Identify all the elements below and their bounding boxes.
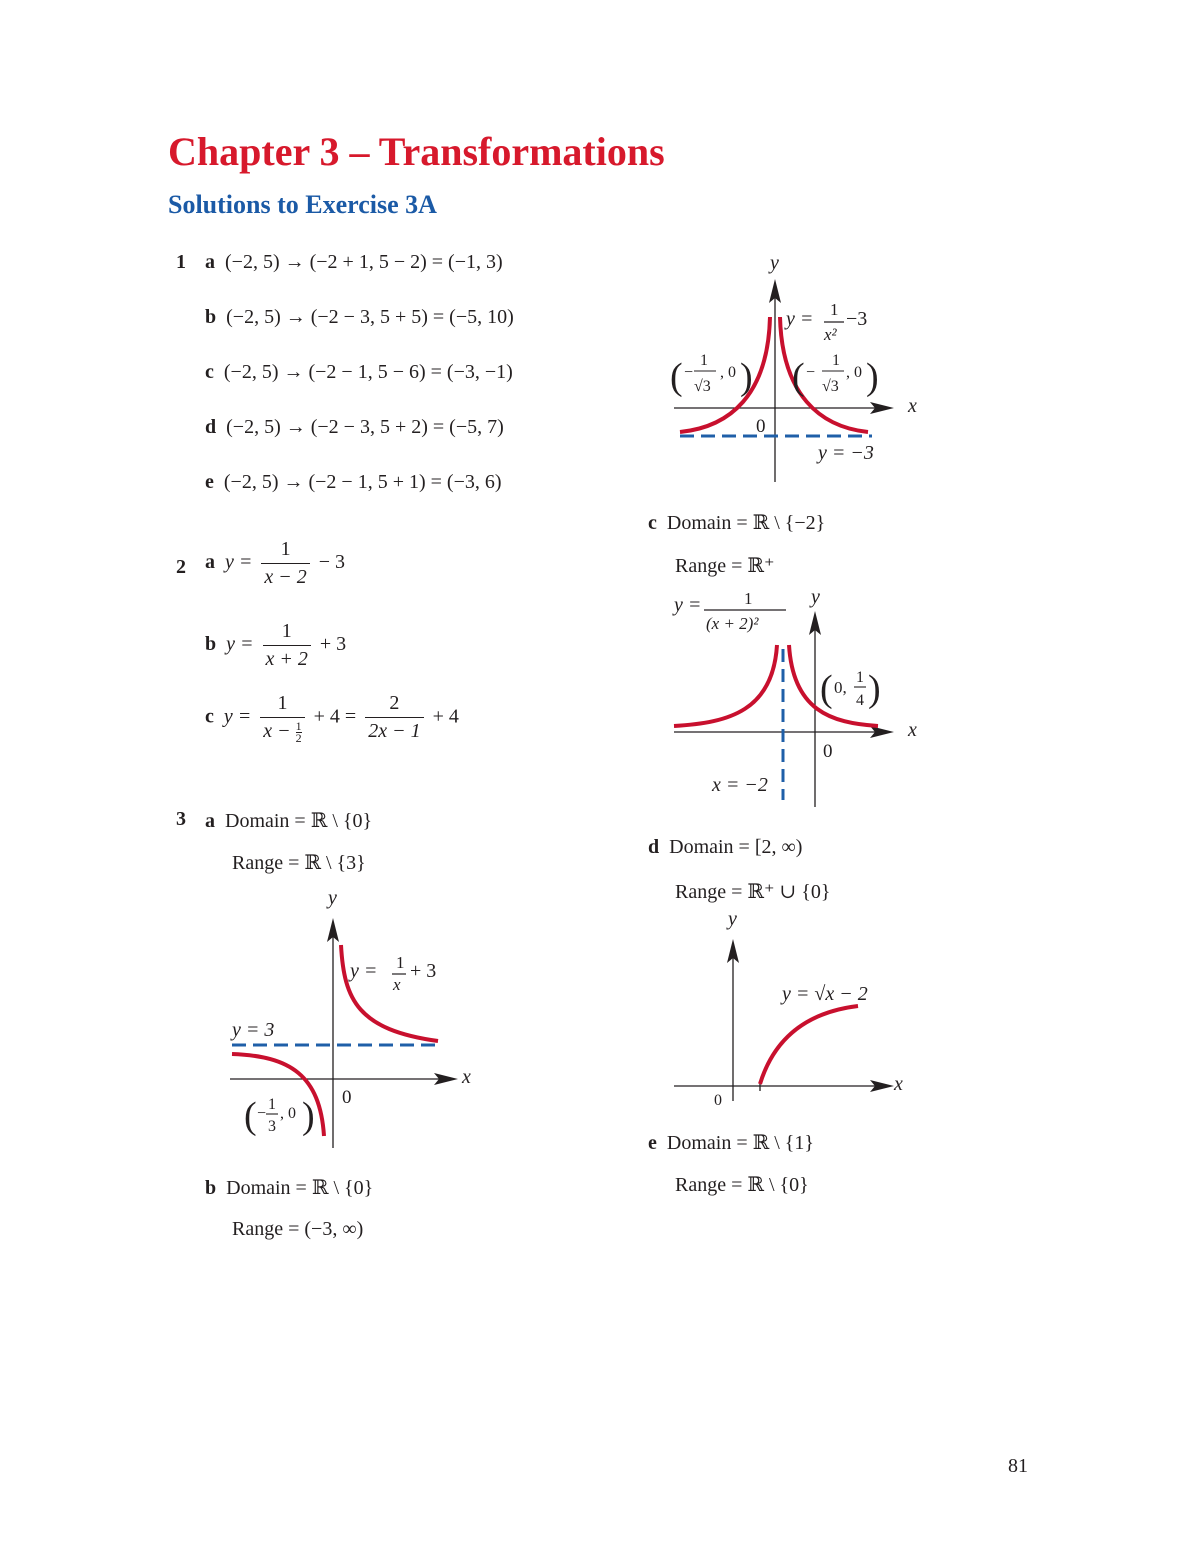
equation-num: 1 (744, 589, 753, 608)
q3c-domain: c Domain = ℝ \ {−2} (648, 512, 826, 534)
q1-part-e: e (−2, 5) → (−2 − 1, 5 + 1) = (−3, 6) (205, 471, 502, 493)
svg-text:): ) (868, 668, 881, 710)
x-axis-label: x (908, 719, 917, 741)
svg-text:(: ( (792, 356, 805, 398)
equation-rest: −3 (846, 308, 868, 330)
q2b-fraction: $\frac{1}{x + 2}$ (263, 620, 311, 671)
origin-label: 0 (756, 416, 766, 437)
svg-text:−: − (684, 364, 694, 381)
intercept-label (820, 668, 881, 710)
q3b-range: Range = (−3, ∞) (232, 1218, 364, 1240)
q3c-range: Range = ℝ⁺ (675, 555, 775, 577)
q1-part-b: b (−2, 5) → (−2 − 3, 5 + 5) = (−5, 10) (205, 306, 514, 328)
svg-text:, 0: , 0 (846, 364, 862, 381)
x-axis-label: x (908, 395, 917, 417)
q3b-domain: b Domain = ℝ \ {0} (205, 1177, 374, 1199)
x-axis-label: x (894, 1073, 903, 1095)
graph-d (660, 905, 940, 1109)
equation-rest: + 3 (410, 960, 437, 982)
svg-text:√3: √3 (822, 378, 839, 395)
y-axis-label: y (328, 887, 337, 909)
svg-text:−: − (257, 1105, 267, 1122)
svg-text:(: ( (670, 356, 683, 398)
svg-text:4: 4 (856, 692, 864, 709)
curve (760, 1006, 858, 1084)
asymptote-label: y = −3 (818, 442, 874, 464)
page-number: 81 (1008, 1455, 1028, 1477)
graph-a (220, 880, 490, 1170)
q2-part-c: c y = 1 x − $\frac{1}{2}$ + 4 = $\frac{2}{2x - 1}$ + 4 (205, 692, 459, 745)
svg-text:√3: √3 (694, 378, 711, 395)
q2c-fraction-2: $\frac{2}{2x - 1}$ (365, 692, 423, 743)
q2-number: 2 (176, 556, 186, 578)
svg-text:−: − (806, 364, 816, 381)
origin-label: 0 (714, 1092, 722, 1109)
asymptote-label: x = −2 (712, 774, 768, 796)
equation-lhs: y = (786, 308, 814, 330)
q3e-range: Range = ℝ \ {0} (675, 1174, 809, 1196)
chapter-title: Chapter 3 – Transformations (168, 129, 665, 174)
q3d-range: Range = ℝ⁺ ∪ {0} (675, 881, 831, 903)
y-axis-label: y (811, 586, 820, 608)
q2a-fraction: $\frac{1}{x - 2}$ (261, 538, 309, 589)
q3e-domain: e Domain = ℝ \ {1} (648, 1132, 814, 1154)
svg-text:1: 1 (700, 352, 708, 369)
equation-lhs: y = (674, 594, 702, 616)
svg-text:0,: 0, (834, 678, 847, 697)
graph-b (660, 245, 940, 490)
svg-text:, 0: , 0 (280, 1105, 296, 1122)
svg-text:): ) (866, 356, 879, 398)
svg-text:3: 3 (268, 1118, 276, 1135)
intercept-label (244, 1095, 315, 1137)
svg-text:(: ( (820, 668, 833, 710)
equation-den: (x + 2)² (706, 614, 759, 633)
svg-text:): ) (302, 1095, 315, 1137)
x-axis-label: x (462, 1066, 471, 1088)
svg-text:1: 1 (268, 1096, 276, 1113)
q2-part-b: b y = $\frac{1}{x + 2}$ + 3 (205, 620, 347, 670)
q3a-domain: a Domain = ℝ \ {0} (205, 810, 373, 832)
svg-text:): ) (740, 356, 753, 398)
q3-number: 3 (176, 808, 186, 830)
q2-part-a: a y = $\frac{1}{x - 2}$ − 3 (205, 538, 346, 588)
equation-label: y = √x − 2 (782, 983, 868, 1005)
origin-label: 0 (342, 1087, 352, 1108)
svg-text:1: 1 (832, 352, 840, 369)
intercept-right-label (792, 352, 879, 398)
section-title: Solutions to Exercise 3A (168, 190, 437, 219)
equation-num: 1 (396, 953, 405, 972)
intercept-left-label (670, 352, 753, 398)
y-axis-label: y (728, 908, 737, 930)
origin-label: 0 (823, 741, 833, 762)
q1-part-d: d (−2, 5) → (−2 − 3, 5 + 2) = (−5, 7) (205, 416, 504, 438)
asymptote-label: y = 3 (232, 1019, 275, 1041)
q1-part-a: a (−2, 5) → (−2 + 1, 5 − 2) = (−1, 3) (205, 251, 503, 273)
q3a-range: Range = ℝ \ {3} (232, 852, 366, 874)
equation-den: x (393, 975, 401, 994)
equation-lhs: y = (350, 960, 378, 982)
graph-c (660, 585, 940, 810)
q1-part-c: c (−2, 5) → (−2 − 1, 5 − 6) = (−3, −1) (205, 361, 513, 383)
svg-text:(: ( (244, 1095, 257, 1137)
equation-num: 1 (830, 300, 839, 319)
svg-text:1: 1 (856, 669, 864, 686)
q3d-domain: d Domain = [2, ∞) (648, 836, 803, 858)
y-axis-label: y (770, 252, 779, 274)
equation-den: x² (824, 325, 837, 344)
curve-left-branch (674, 645, 777, 726)
q1-number: 1 (176, 251, 186, 273)
svg-text:, 0: , 0 (720, 364, 736, 381)
q2c-fraction-1: 1 x − $\frac{1}{2}$ (260, 692, 304, 744)
